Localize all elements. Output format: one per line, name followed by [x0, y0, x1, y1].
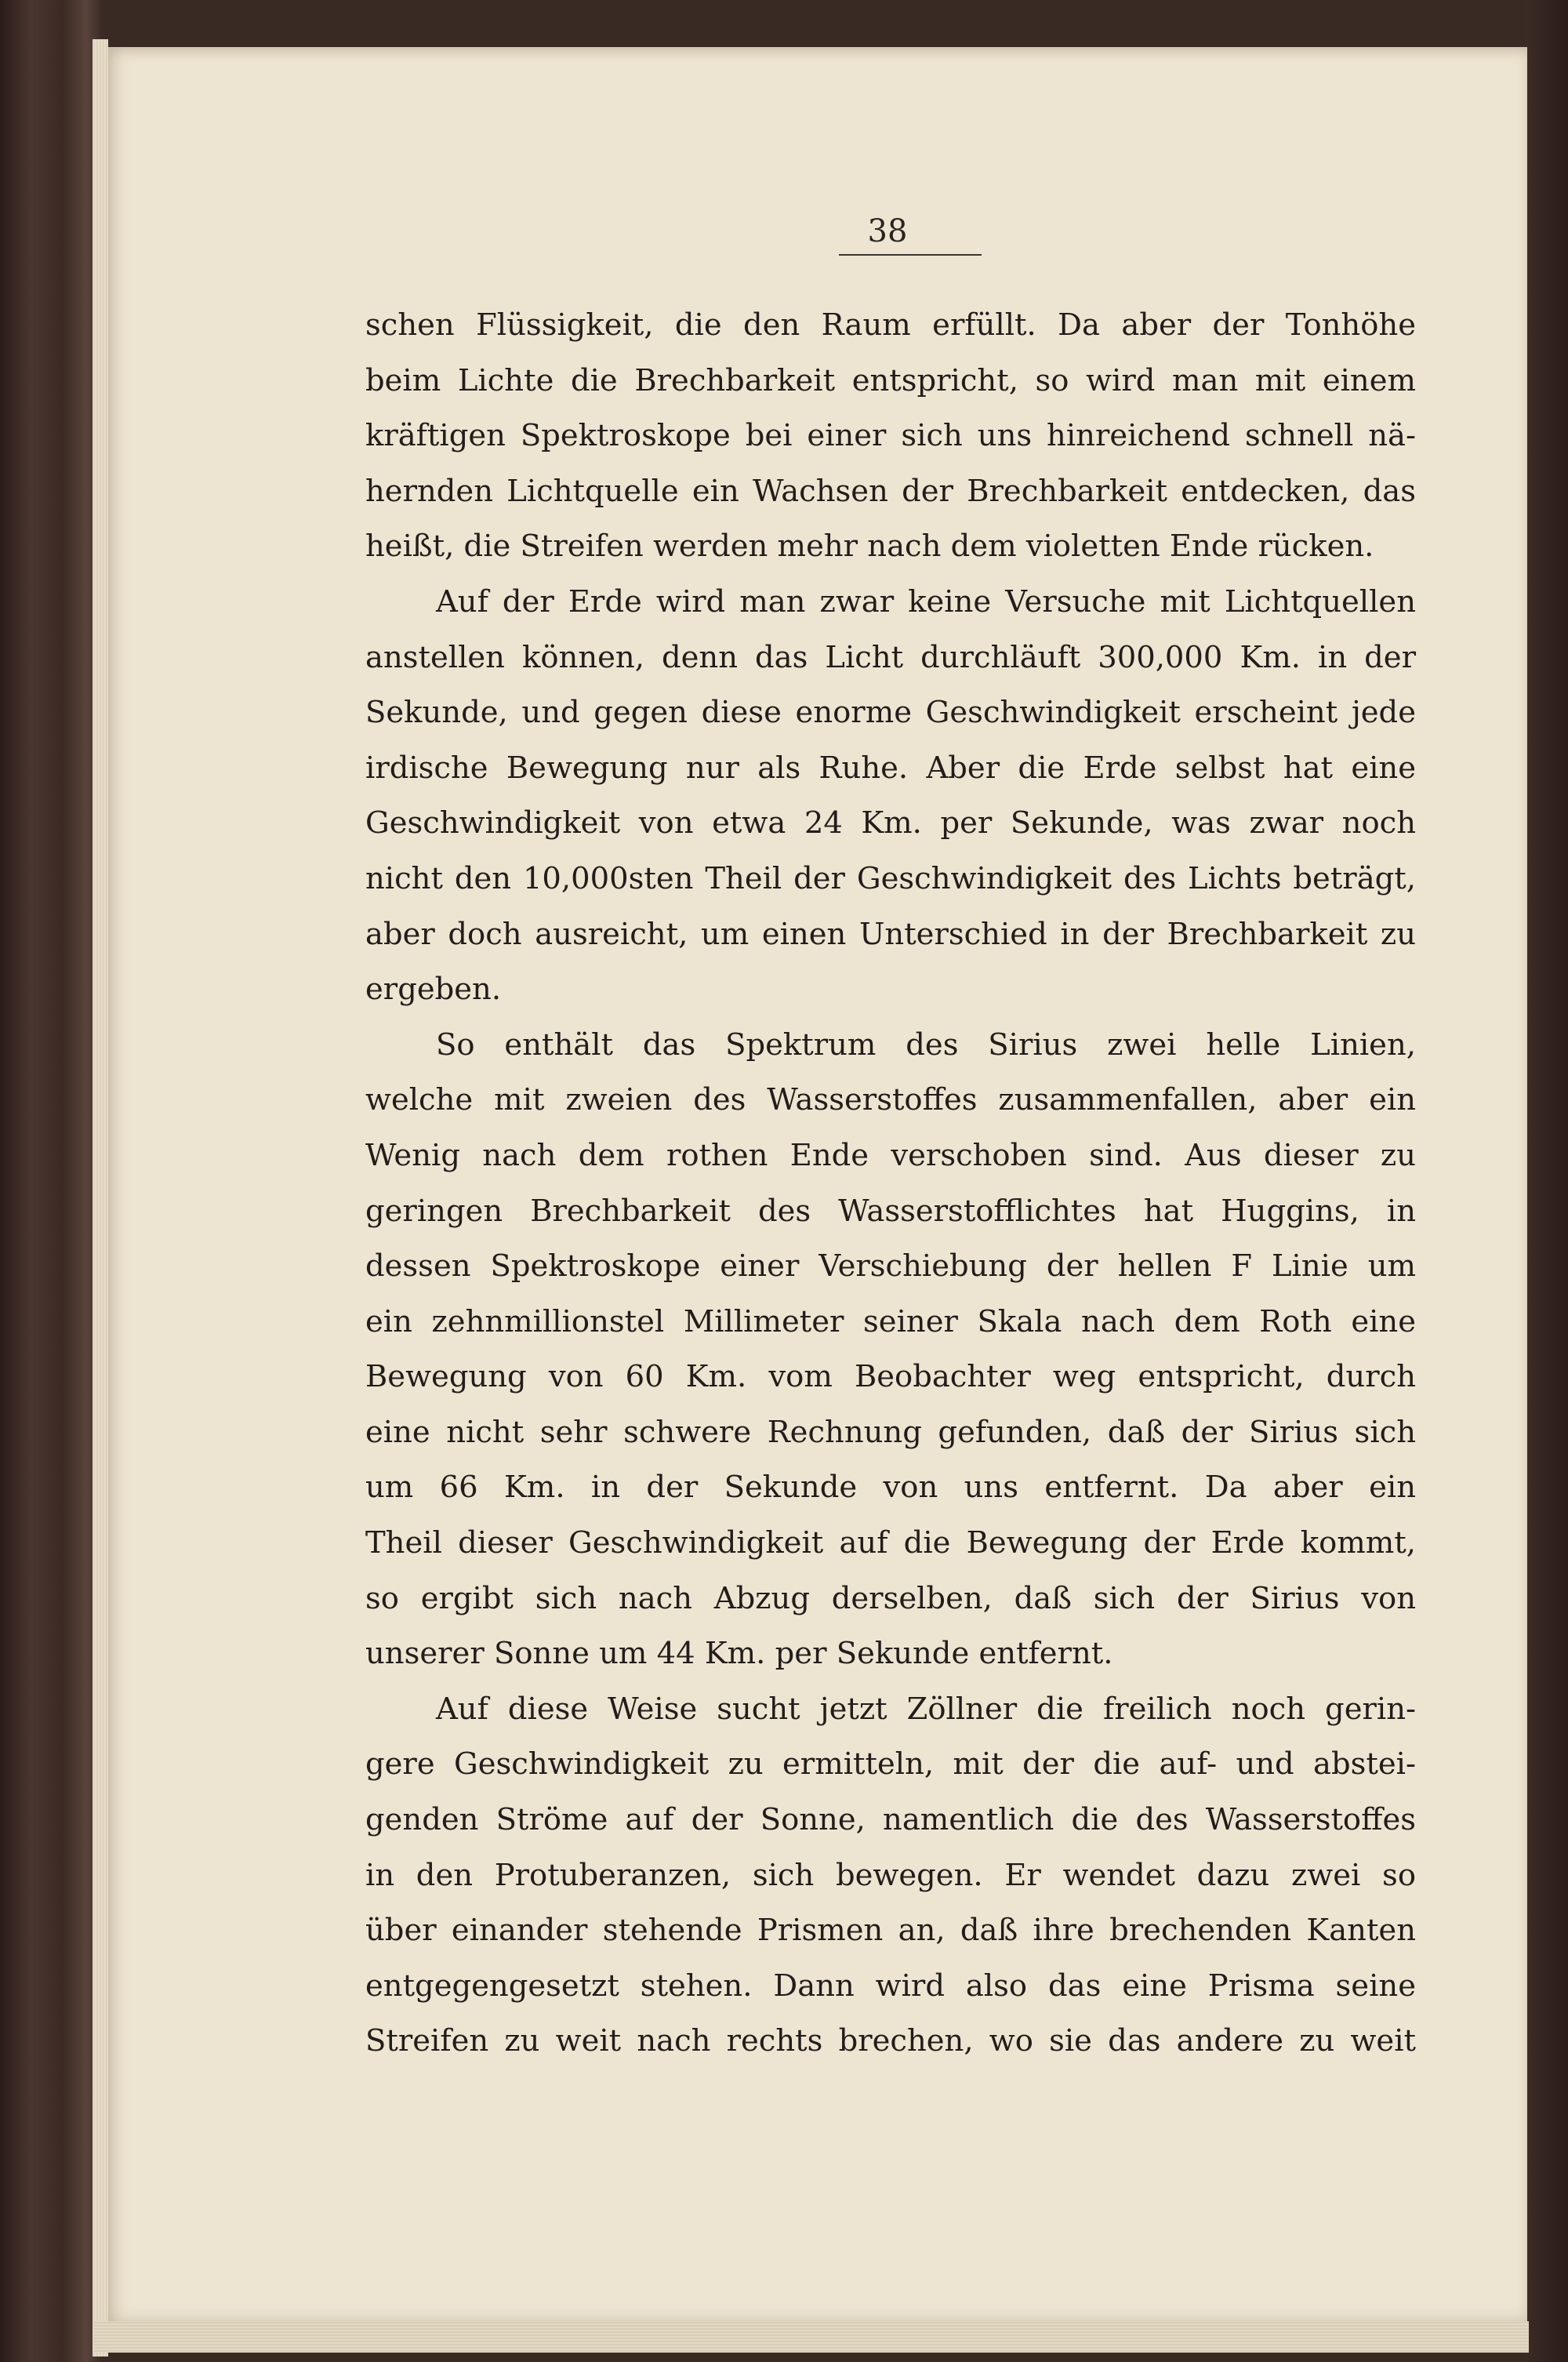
text-line: so ergibt sich nach Abzug derselben, daß sich der Sirius von: [365, 1580, 1416, 1616]
text-line: beim Lichte die Brechbarkeit entspricht, so wird man mit einem: [365, 362, 1416, 398]
page-stack-bottom: [94, 2321, 1529, 2353]
text-line: anstellen können, denn das Licht durchläuft 300,000 Km. in der: [365, 639, 1416, 675]
text-line: hernden Lichtquelle ein Wachsen der Brechbarkeit entdecken, das: [365, 473, 1416, 509]
text-line: gere Geschwindigkeit zu ermitteln, mit der die auf- und abstei-: [365, 1746, 1416, 1782]
text-line: genden Ströme auf der Sonne, namentlich die des Wasserstoffes: [365, 1802, 1416, 1838]
text-line: Streifen zu weit nach rechts brechen, wo sie das andere zu weit: [365, 2023, 1416, 2059]
text-line: eine nicht sehr schwere Rechnung gefunden, daß der Sirius sich: [365, 1414, 1416, 1450]
text-line: Theil dieser Geschwindigkeit auf die Bewegung der Erde kommt,: [365, 1525, 1416, 1561]
text-line: um 66 Km. in der Sekunde von uns entfernt. Da aber ein: [365, 1470, 1416, 1506]
text-line: Bewegung von 60 Km. vom Beobachter weg entspricht, durch: [365, 1359, 1416, 1395]
text-line: geringen Brechbarkeit des Wasserstofflichtes hat Huggins, in: [365, 1193, 1416, 1229]
text-line: ein zehnmillionstel Millimeter seiner Skala nach dem Roth eine: [365, 1303, 1416, 1339]
text-line: nicht den 10,000sten Theil der Geschwindigkeit des Lichts beträgt,: [365, 860, 1416, 896]
text-line: Wenig nach dem rothen Ende verschoben sind. Aus dieser zu: [365, 1137, 1416, 1173]
page-number-rule: [839, 254, 982, 256]
text-line: irdische Bewegung nur als Ruhe. Aber die Erde selbst hat eine: [365, 750, 1416, 786]
text-line: in den Protuberanzen, sich bewegen. Er wendet dazu zwei so: [365, 1857, 1416, 1893]
book-cover-edge: [1525, 0, 1568, 2362]
text-line: Geschwindigkeit von etwa 24 Km. per Sekunde, was zwar noch: [365, 805, 1416, 841]
page-stack-edge: [93, 39, 108, 2357]
text-line: über einander stehende Prismen an, daß ihre brechenden Kanten: [365, 1913, 1416, 1949]
body-text: [365, 298, 1416, 2069]
text-line: ergeben.: [365, 972, 502, 1008]
text-line: heißt, die Streifen werden mehr nach dem violetten Ende rücken.: [365, 529, 1374, 565]
text-line: entgegengesetzt stehen. Dann wird also das eine Prisma seine: [365, 1968, 1416, 2004]
page-number: 38: [867, 213, 908, 249]
text-line: welche mit zweien des Wasserstoffes zusammenfallen, aber ein: [365, 1082, 1416, 1118]
text-line: unserer Sonne um 44 Km. per Sekunde entfernt.: [365, 1636, 1113, 1672]
text-line: dessen Spektroskope einer Verschiebung der hellen F Linie um: [365, 1248, 1416, 1285]
text-line: So enthält das Spektrum des Sirius zwei helle Linien,: [436, 1027, 1416, 1063]
text-line: aber doch ausreicht, um einen Unterschied in der Brechbarkeit zu: [365, 916, 1416, 952]
text-line: Sekunde, und gegen diese enorme Geschwindigkeit erscheint jede: [365, 695, 1416, 731]
text-line: Auf der Erde wird man zwar keine Versuche mit Lichtquellen: [436, 583, 1416, 620]
text-line: schen Flüssigkeit, die den Raum erfüllt. Da aber der Tonhöhe: [365, 307, 1416, 343]
text-line: Auf diese Weise sucht jetzt Zöllner die freilich noch gerin-: [436, 1691, 1416, 1727]
text-line: kräftigen Spektroskope bei einer sich uns hinreichend schnell nä-: [365, 418, 1416, 454]
